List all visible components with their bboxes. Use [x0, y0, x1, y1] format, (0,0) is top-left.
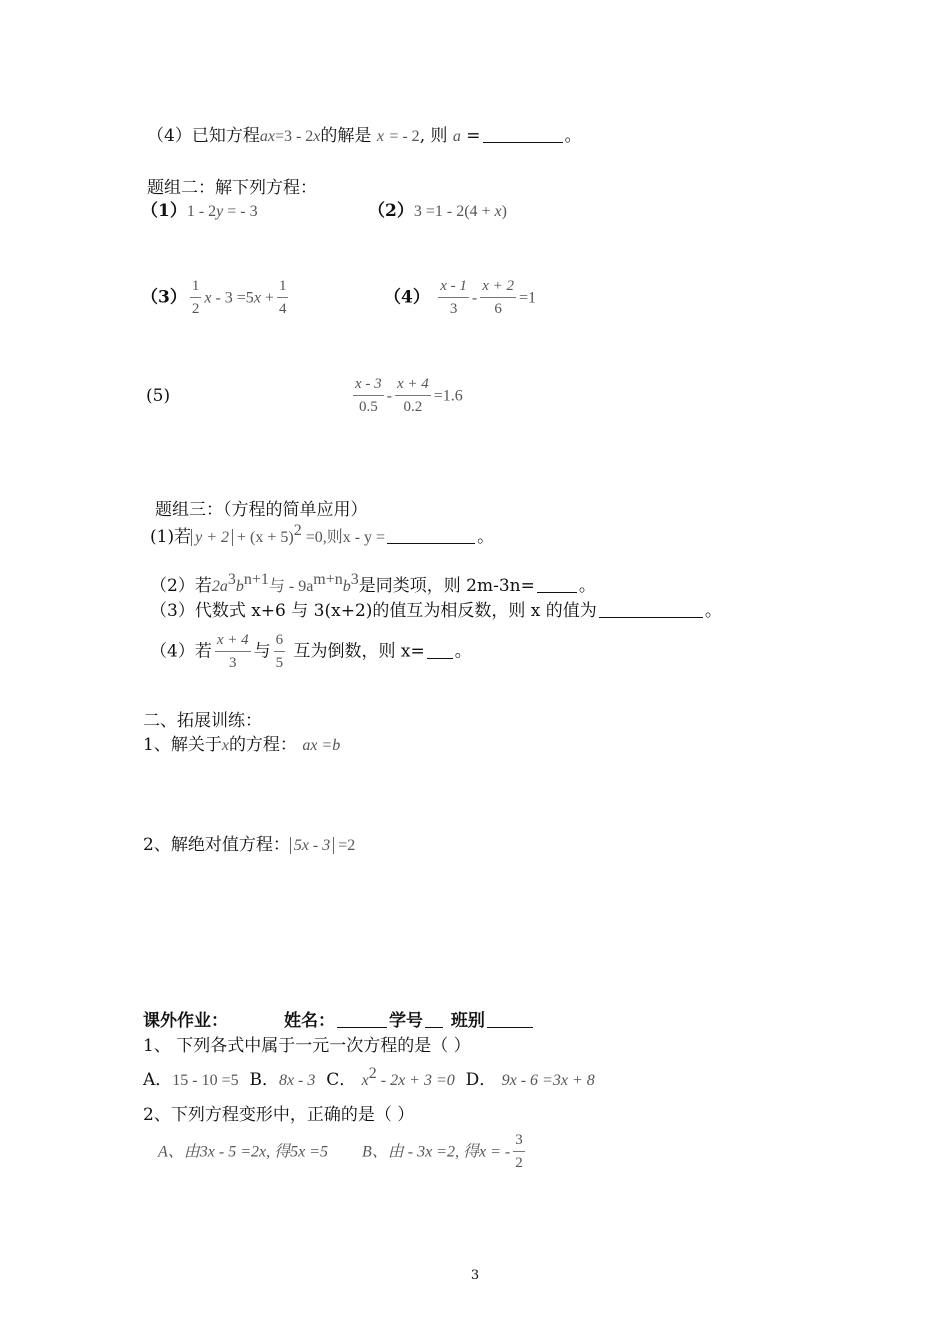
hw-q1-option-c: - 2x + 3 =0: [376, 1072, 455, 1089]
hw-q1-option-d-label: D．: [465, 1070, 497, 1090]
p3-f2-num: 1: [277, 278, 289, 298]
g3q1-mid: + (x + 5): [233, 529, 294, 546]
hw-q1-option-c-label: C．: [326, 1070, 357, 1090]
hw-class-label: 班别: [445, 1011, 485, 1031]
q4-sol-val: = - 2: [389, 128, 420, 145]
g3q4-f2-den: 5: [275, 655, 284, 671]
hw-question-1: 1、 下列各式中属于一元一次方程的是（ ）: [143, 1036, 471, 1056]
hw-q1-option-b: 8x - 3: [278, 1072, 316, 1089]
q4-eq2: =: [460, 126, 481, 146]
extension-title: 二、拓展训练：: [143, 711, 262, 731]
p4-fraction-1: [438, 278, 469, 318]
ext-q2-eq: =2: [334, 837, 356, 854]
g3q4-f1-num: x + 4: [215, 632, 251, 652]
group2-problem-5: [350, 376, 463, 416]
p4-f2-den: 6: [494, 301, 502, 317]
g3q1-end: 。: [477, 527, 495, 547]
q4-eq: =3 - 2: [274, 128, 314, 145]
class-field[interactable]: [487, 1010, 533, 1028]
extension-question-2: [143, 833, 355, 858]
page-number: 3: [470, 1268, 480, 1283]
p3-fraction-2: [277, 278, 289, 318]
hw-question-2-options: [158, 1132, 528, 1172]
answer-blank[interactable]: [387, 526, 475, 544]
p2-label: （2）: [368, 201, 414, 221]
g3q2-label: （2）若: [150, 576, 212, 596]
p4-fraction-2: [480, 278, 516, 318]
g3q4-end: 。: [454, 641, 472, 662]
g3q1-label: (1)若: [150, 527, 192, 547]
p3-var2: x: [253, 289, 261, 307]
g3q1-exp: 2: [293, 522, 302, 539]
p5-f2-num: x + 4: [395, 376, 431, 396]
p4-f1-num: x - 1: [438, 278, 469, 298]
question-4-prev: [147, 124, 582, 149]
group3-question-2: [150, 571, 596, 599]
p1-label: （1）: [141, 201, 187, 221]
ext-q2-label: 2、解绝对值方程：: [143, 835, 290, 855]
group2-problem-1: [141, 199, 258, 224]
p5-minus: -: [386, 387, 392, 405]
g3q4-rest: 互为倒数，则 x=: [288, 641, 425, 662]
hw-q1-option-b-label: B．: [249, 1070, 279, 1090]
g3q2-t1b: b: [235, 578, 244, 595]
g3q4-f2-num: 6: [274, 632, 286, 652]
p3-var: x: [204, 289, 212, 307]
hw-q1-option-a-label: A．: [143, 1070, 173, 1090]
q4-sol-var: x: [376, 128, 384, 145]
g3q4-f1-den: 3: [228, 655, 237, 671]
p5-f1-num: x - 3: [353, 376, 384, 396]
p5-f1-den: 0.5: [358, 399, 378, 415]
g3q3-end: 。: [704, 601, 722, 621]
p5-eq: =1.6: [433, 387, 463, 405]
answer-blank[interactable]: [427, 641, 453, 659]
hw-q2-option-b: B、由 - 3x =2, 得x = -: [362, 1143, 511, 1161]
p2-a: 3 =1 - 2(4 +: [413, 203, 495, 220]
p2-b: ): [501, 203, 507, 220]
g3q2-t1-exp: 3: [227, 571, 236, 588]
group3-question-4: [150, 632, 472, 672]
hw-num-label: 学号: [389, 1011, 423, 1031]
p4-f1-den: 3: [449, 301, 458, 317]
hw-q2-den: 2: [515, 1155, 523, 1171]
hw-q2-option-a: A、由3x - 5 =2x, 得5x =5: [158, 1143, 329, 1161]
p5-fraction-1: [353, 376, 384, 416]
p5-fraction-2: [395, 376, 431, 416]
p3-f2-den: 4: [278, 301, 287, 317]
hw-question-2: 2、下列方程变形中，正确的是（ ）: [143, 1105, 415, 1125]
ext-q1-mid: 的方程：: [228, 735, 297, 755]
p1-var: y: [216, 203, 224, 220]
p2-var: x: [494, 203, 502, 220]
p1-a: 1 - 2: [186, 203, 217, 220]
g3q2-with: 与 - 9a: [268, 578, 314, 595]
p4-minus: -: [471, 289, 478, 307]
p3-f1-den: 2: [191, 301, 200, 317]
hw-q1-option-c-exp: 2: [368, 1065, 377, 1082]
g3q2-end: 。: [578, 576, 596, 596]
g3q2-t2-exp: m+n: [313, 571, 343, 588]
q4-mid: 的解是: [320, 126, 372, 146]
p3-mid: - 3 =5: [211, 289, 254, 307]
g3q4-fraction-2: [274, 632, 286, 672]
p3-f1-num: 1: [190, 278, 202, 298]
ext-q1-label: 1、解关于: [143, 735, 222, 755]
p5-f2-den: 0.2: [403, 399, 423, 415]
hw-q2-fraction: [513, 1132, 525, 1172]
group3-title: 题组三：（方程的简单应用）: [155, 500, 368, 520]
ext-q1-eq: ax =b: [302, 737, 341, 754]
p4-eq: =1: [519, 289, 537, 307]
g3q2-t1b-exp: n+1: [243, 571, 269, 588]
g3q2-rest: 是同类项，则 2m-3n=: [358, 576, 535, 596]
group3-question-3: [150, 599, 722, 623]
hw-q1-option-c-x: x: [361, 1072, 369, 1089]
q4-var: x: [313, 128, 321, 145]
g3q2-t1: 2a: [211, 578, 228, 595]
answer-blank[interactable]: [483, 125, 563, 143]
q4-label: （4）已知方程: [147, 126, 260, 146]
g3q3-text: （3）代数式 x+6 与 3(x+2)的值互为相反数，则 x 的值为: [150, 601, 597, 621]
q4-a: a: [452, 128, 461, 145]
q4-end: 。: [564, 126, 582, 146]
name-field[interactable]: [337, 1010, 387, 1028]
group2-problem-2: [368, 199, 507, 224]
group2-problem-4: [384, 278, 536, 318]
group3-question-1: [150, 522, 495, 550]
hw-name-label: 姓名：: [284, 1011, 335, 1031]
p3-plus: +: [260, 289, 274, 307]
p1-b: = - 3: [223, 203, 258, 220]
hw-title: 课外作业：: [143, 1011, 228, 1031]
p3-fraction-1: [190, 278, 202, 318]
answer-blank[interactable]: [537, 575, 577, 593]
hw-q1-option-d: 9x - 6 =3x + 8: [501, 1072, 595, 1089]
hw-question-1-options: [143, 1065, 595, 1093]
g3q2-t2b: b: [342, 578, 351, 595]
answer-blank[interactable]: [599, 600, 703, 618]
homework-header: [143, 1009, 535, 1033]
g3q1-abs: y + 2: [191, 529, 233, 546]
student-number-field[interactable]: [425, 1010, 443, 1028]
p5-label: (5): [146, 386, 171, 406]
ext-q1-var: x: [221, 737, 229, 754]
p4-label: （4）: [384, 287, 430, 308]
g3q4-fraction-1: [215, 632, 251, 672]
q4-comma: , 则: [419, 126, 448, 146]
g3q4-with: 与: [253, 641, 271, 662]
hw-q2-num: 3: [513, 1132, 525, 1152]
hw-q1-option-a: 15 - 10 =5: [172, 1072, 239, 1089]
group2-title: 题组二：解下列方程：: [147, 178, 317, 198]
extension-question-1: [143, 733, 340, 758]
p3-label: （3）: [141, 287, 187, 308]
g3q4-label: （4）若: [150, 641, 212, 662]
p4-f2-num: x + 2: [480, 278, 516, 298]
g3q1-rest: =0,则x - y =: [301, 529, 386, 546]
q4-lhs: ax: [259, 128, 275, 145]
group2-problem-3: [141, 278, 291, 318]
ext-q2-abs: 5x - 3: [290, 837, 334, 854]
g3q2-t2b-exp: 3: [350, 571, 359, 588]
